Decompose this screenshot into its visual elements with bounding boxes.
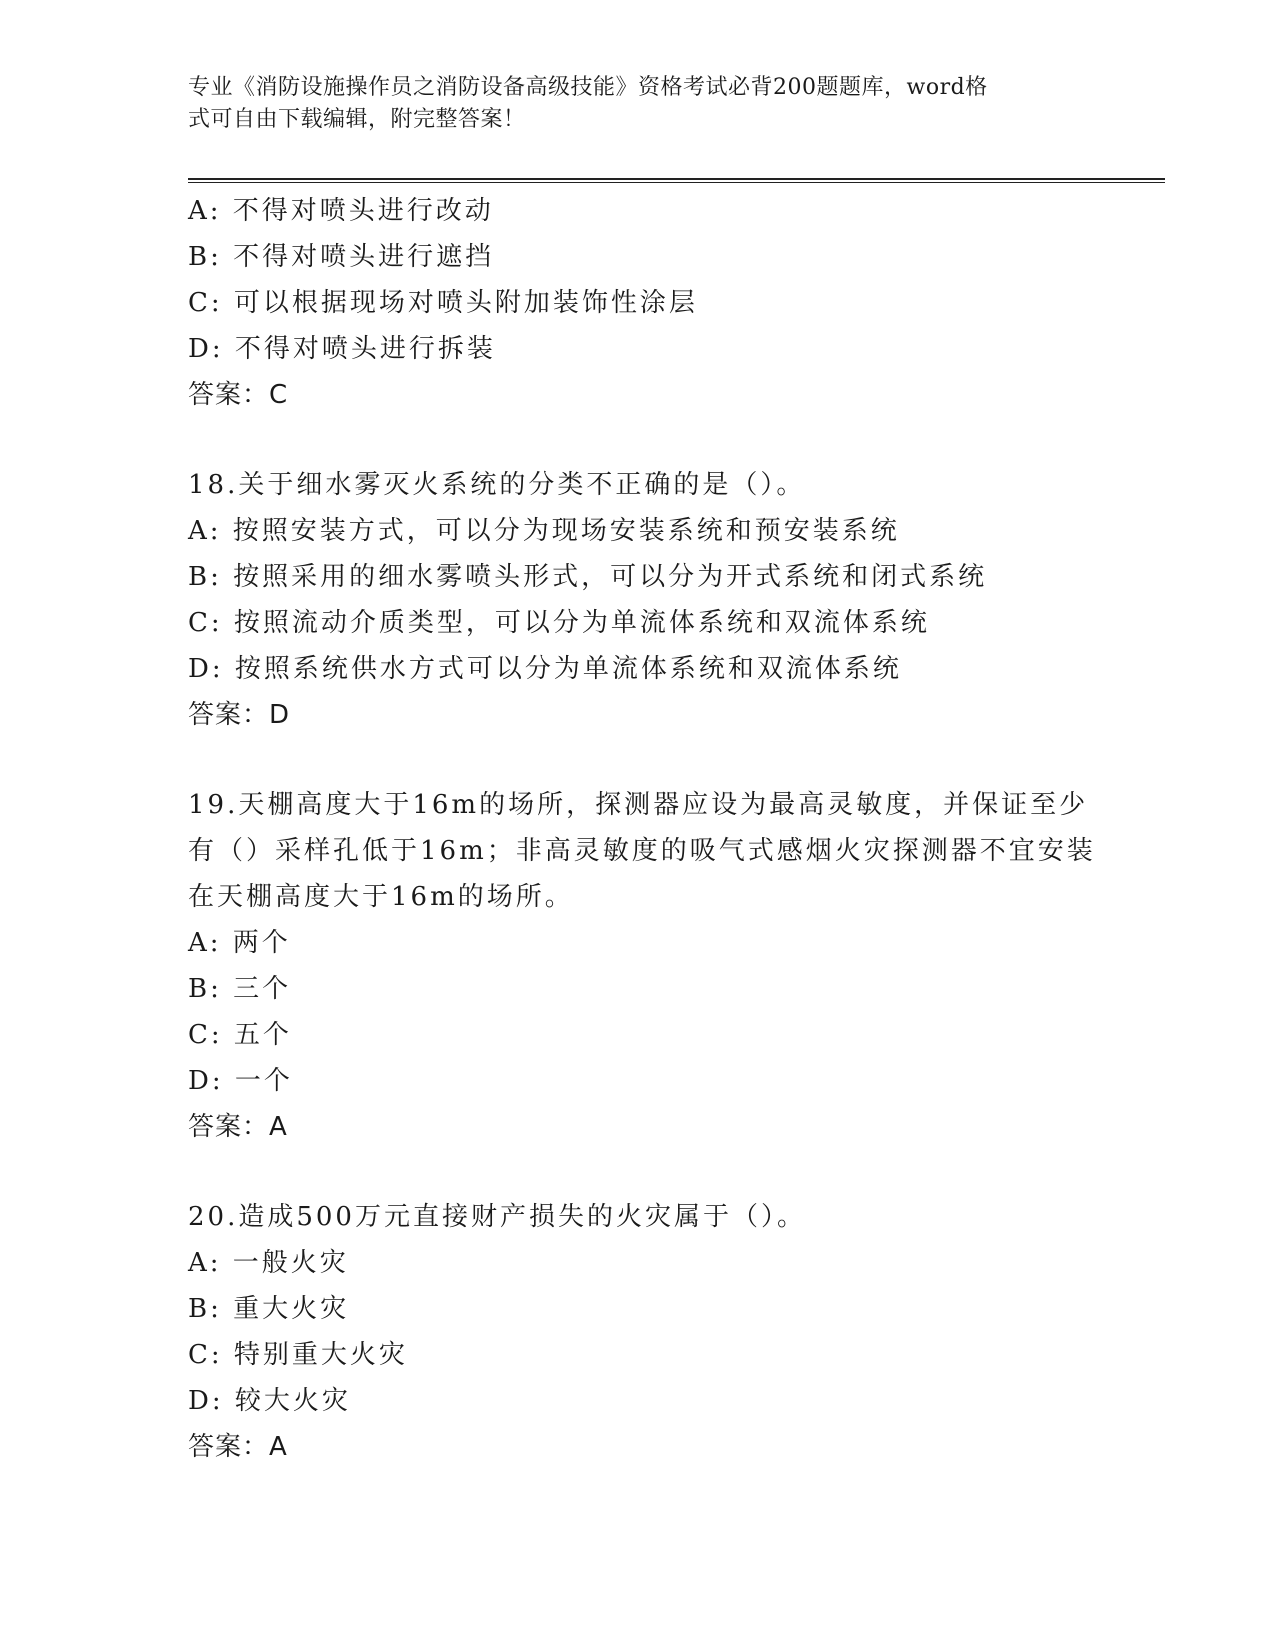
header-line-1: 专业《消防设施操作员之消防设备高级技能》资格考试必背200题题库，word格 xyxy=(188,75,988,100)
answer: 答案：C xyxy=(188,380,289,410)
header-line-2: 式可自由下载编辑，附完整答案！ xyxy=(188,107,526,132)
option-d: D: 按照系统供水方式可以分为单流体系统和双流体系统 xyxy=(188,654,902,684)
option-c: C: 按照流动介质类型，可以分为单流体系统和双流体系统 xyxy=(188,608,930,638)
spacer xyxy=(188,418,1098,462)
question-17 xyxy=(188,188,1098,418)
question-text: 20.造成500万元直接财产损失的火灾属于（）。 xyxy=(188,1202,806,1232)
option-a: A: 两个 xyxy=(188,928,291,958)
question-text-line-1: 19.天棚高度大于16m的场所，探测器应设为最高灵敏度，并保证至少 xyxy=(188,790,1089,820)
option-b: B: 三个 xyxy=(188,974,292,1004)
option-d: D: 一个 xyxy=(188,1066,293,1096)
answer: 答案：D xyxy=(188,700,291,730)
option-a: A: 不得对喷头进行改动 xyxy=(188,196,494,226)
question-18 xyxy=(188,462,1098,738)
question-text: 18.关于细水雾灭火系统的分类不正确的是（）。 xyxy=(188,470,806,500)
option-c: C: 可以根据现场对喷头附加装饰性涂层 xyxy=(188,288,698,318)
header-divider xyxy=(188,178,1165,183)
question-text-line-3: 在天棚高度大于16m的场所。 xyxy=(188,882,574,912)
question-text-line-2: 有（）采样孔低于16m；非高灵敏度的吸气式感烟火灾探测器不宜安装 xyxy=(188,836,1096,866)
option-a: A: 一般火灾 xyxy=(188,1248,349,1278)
option-b: B: 按照采用的细水雾喷头形式，可以分为开式系统和闭式系统 xyxy=(188,562,988,592)
question-20 xyxy=(188,1194,1098,1470)
option-b: B: 不得对喷头进行遮挡 xyxy=(188,242,495,272)
question-19 xyxy=(188,782,1098,1150)
spacer xyxy=(188,1150,1098,1194)
option-a: A: 按照安装方式，可以分为现场安装系统和预安装系统 xyxy=(188,516,900,546)
option-c: C: 特别重大火灾 xyxy=(188,1340,408,1370)
answer: 答案：A xyxy=(188,1112,288,1142)
spacer xyxy=(188,738,1098,782)
option-b: B: 重大火灾 xyxy=(188,1294,350,1324)
question-list xyxy=(188,188,1098,1470)
option-d: D: 不得对喷头进行拆装 xyxy=(188,334,496,364)
document-header xyxy=(188,72,1088,136)
option-c: C: 五个 xyxy=(188,1020,292,1050)
option-d: D: 较大火灾 xyxy=(188,1386,351,1416)
answer: 答案：A xyxy=(188,1432,288,1462)
